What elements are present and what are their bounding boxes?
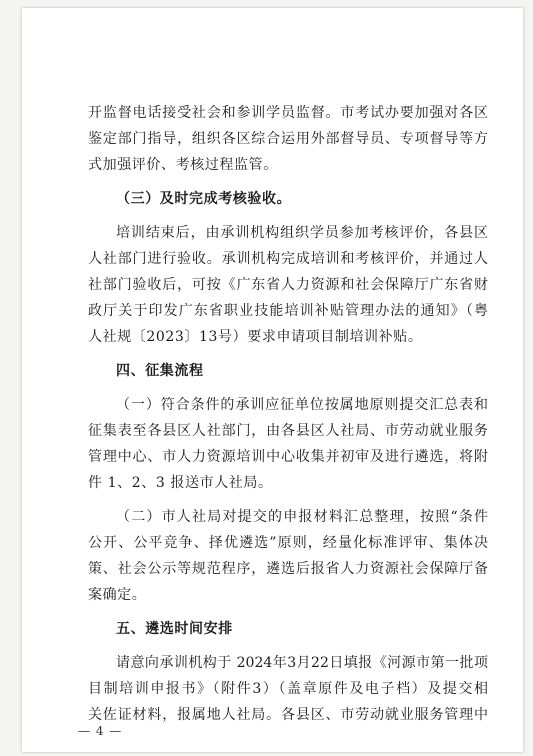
section-heading: 五、遴选时间安排 [116,621,233,637]
text-line: 案确定。 [88,587,147,603]
text-line: （一）符合条件的承训应征单位按属地原则提交汇总表和 [116,397,488,413]
document-page [22,8,523,752]
text-line: 件 1、2、3 报送市人社局。 [88,475,273,491]
text-line: （二）市人社局对提交的申报材料汇总整理，按照“条件 [116,509,488,525]
text-line: 开监督电话接受社会和参训学员监督。市考试办要加强对各区 [88,105,488,121]
text-line: 目制培训申报书》（附件3）（盖章原件及电子档）及提交相 [88,681,488,697]
text-line: 政厅关于印发广东省职业技能培训补贴管理办法的通知》（粤 [88,303,488,319]
text-line: 征集表至各县区人社部门，由各县区人社局、市劳动就业服务 [88,423,488,439]
text-line: 请意向承训机构于 2024年3月22日填报《河源市第一批项 [116,655,488,671]
text-line: 人社规〔2023〕13号）要求申请项目制培训补贴。 [88,329,423,345]
section-subheading: （三）及时完成考核验收。 [116,191,292,207]
text-line: 公开、公平竞争、择优遴选”原则，经量化标准评审、集体决 [88,535,488,551]
text-line: 策、社会公示等规范程序，遴选后报省人力资源社会保障厅备 [88,561,488,577]
text-line: 关佐证材料，报属地人社局。各县区、市劳动就业服务管理中 [88,707,488,723]
text-line: 人社部门进行验收。承训机构完成培训和考核评价，并通过人 [88,251,488,267]
text-line: 式加强评价、考核过程监管。 [88,157,278,173]
section-heading: 四、征集流程 [116,363,204,379]
text-line: 鉴定部门指导，组织各区综合运用外部督导员、专项督导等方 [88,131,488,147]
text-line: 管理中心、市人力资源培训中心收集并初审及进行遴选，将附 [88,449,488,465]
text-line: 社部门验收后，可按《广东省人力资源和社会保障厅广东省财 [88,277,488,293]
page-number: — 4 — [78,724,123,738]
text-line: 培训结束后，由承训机构组织学员参加考核评价，各县区 [116,225,488,241]
